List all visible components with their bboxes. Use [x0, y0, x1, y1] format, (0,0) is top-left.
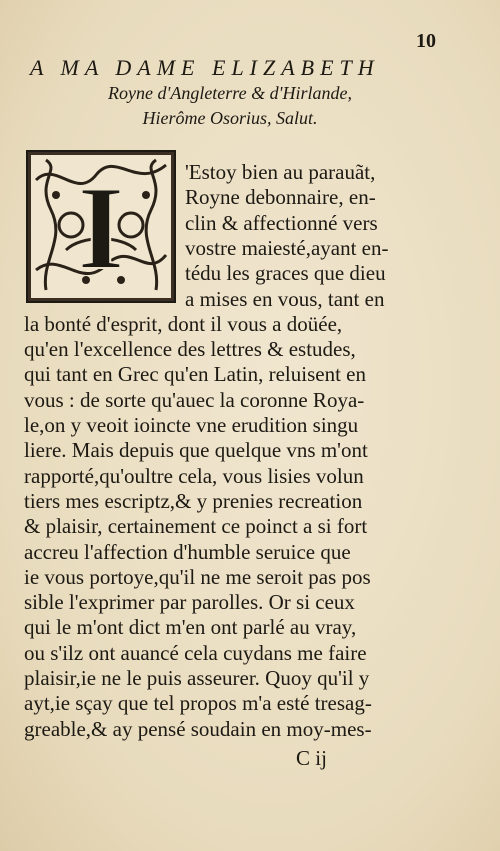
text-line: rapporté,qu'oultre cela, vous lisies volun [24, 463, 364, 488]
text-line: Royne debonnaire, en- [185, 185, 376, 210]
text-line: sible l'exprimer par parolles. Or si ceux [24, 590, 355, 615]
text-line: le,on y veoit ioincte vne erudition singu [24, 413, 359, 437]
decorated-initial [26, 150, 176, 303]
text-line: vous : de sorte qu'auec la coronne Roya- [24, 387, 365, 412]
dedication-heading: A MA DAME ELIZABETH [30, 55, 380, 80]
text-line: 'Estoy bien au parauãt, [185, 160, 376, 184]
signature-mark: C ij [296, 746, 327, 770]
text-line: la bonté d'esprit, dont il vous a doüée, [24, 311, 343, 336]
dedication-subheading-1: Royne d'Angleterre & d'Hirlande, [108, 83, 352, 103]
text-line: qui tant en Grec qu'en Latin, reluisent en [24, 362, 366, 387]
text-line: plaisir,ie ne le puis asseurer. Quoy qu'il y [24, 666, 370, 690]
text-line: & plaisir, certainement ce poinct a si fort [24, 514, 368, 539]
text-line: tiers mes escriptz,& y prenies recreation [24, 488, 363, 513]
text-line: accreu l'affection d'humble seruice que [24, 539, 351, 564]
text-line: greable,& ay pensé soudain en moy-mes- [24, 716, 372, 741]
text-line: ayt,ie sçay que tel propos m'a esté tresag- [24, 691, 372, 716]
text-line: tédu les graces que dieu [185, 261, 386, 286]
dedication-subheading-2: Hierôme Osorius, Salut. [142, 108, 318, 128]
initial-letter: I [77, 161, 125, 294]
text-line: clin & affectionné vers [185, 210, 378, 235]
text-line: qu'en l'excellence des lettres & estudes, [24, 337, 356, 362]
text-line: liere. Mais depuis que quelque vns m'ont [24, 438, 368, 463]
text-line: a mises en vous, tant en [185, 286, 385, 311]
text-line: qui le m'ont dict m'en ont parlé au vray, [24, 615, 357, 640]
text-line: ie vous portoye,qu'il ne me seroit pas pos [24, 564, 371, 589]
text-line: ou s'ilz ont auancé cela cuydans me faire [24, 640, 367, 665]
page-number: 10 [416, 30, 436, 52]
text-line: vostre maiesté,ayant en- [185, 235, 389, 260]
